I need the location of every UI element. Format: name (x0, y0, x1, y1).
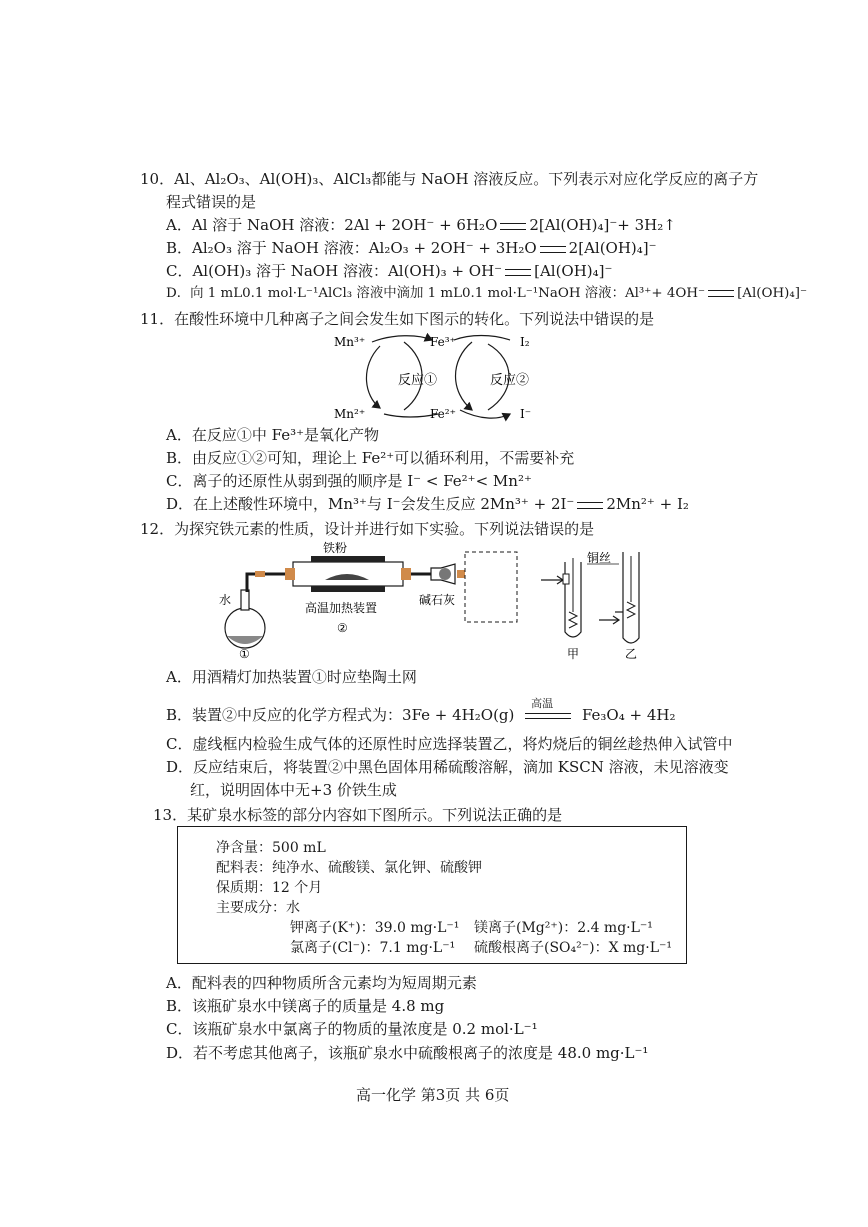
label-mn2: Mn²⁺ (334, 407, 366, 421)
iron-powder (325, 574, 369, 580)
heater-top (311, 556, 385, 562)
dashed-test-box (465, 552, 517, 622)
q12-option-d-line1: D．反应结束后，将装置②中黑色固体用稀硫酸溶解，滴加 KSCN 溶液，未见溶液变 (166, 758, 729, 776)
copper-wire-jia (569, 558, 577, 628)
q11-option-d-lhs: D．在上述酸性环境中，Mn³⁺与 I⁻会发生反应 2Mn³⁺ + 2I⁻ (166, 495, 575, 513)
label-heater: 高温加热装置 (305, 601, 378, 615)
label-fe2: Fe²⁺ (430, 407, 456, 421)
redox-cycle-diagram (320, 330, 560, 422)
arrow-right-bottom (460, 410, 510, 418)
label-soda-lime: 碱石灰 (419, 593, 456, 607)
label-ingredients: 配料表：纯净水、硫酸镁、氯化钾、硫酸钾 (216, 860, 482, 876)
equals-sign (708, 290, 734, 297)
label-reaction1: 反应① (398, 373, 438, 388)
label-copper-wire: 铜丝 (587, 551, 612, 565)
arrow-left-top (372, 336, 432, 342)
label-num1: ① (239, 647, 250, 661)
label-jia: 甲 (567, 647, 580, 661)
label-fe3: Fe³⁺ (430, 335, 456, 349)
arrow-left-outer (366, 346, 380, 408)
condition-arrow (525, 697, 571, 723)
delivery-tube (247, 574, 289, 592)
drying-outlet (457, 570, 465, 578)
q10-option-a-rhs: 2[Al(OH)₄]⁻+ 3H₂↑ (529, 216, 676, 234)
q13-option-c: C．该瓶矿泉水中氯离子的物质的量浓度是 0.2 mol·L⁻¹ (166, 1020, 538, 1038)
q10-option-c-lhs: C．Al(OH)₃ 溶于 NaOH 溶液：Al(OH)₃ + OH⁻ (166, 262, 503, 280)
label-main-component: 主要成分：水 (216, 900, 300, 916)
q10-stem-line1: 10．Al、Al₂O₃、Al(OH)₃、AlCl₃都能与 NaOH 溶液反应。下列表示对应化学反应的离子方 (140, 170, 759, 188)
q12-option-b (166, 697, 676, 726)
q13-option-a: A．配料表的四种物质所含元素均为短周期元素 (166, 974, 477, 992)
label-yi: 乙 (625, 647, 638, 661)
stopper-right (401, 568, 411, 580)
q12-option-c: C．虚线框内检验生成气体的还原性时应选择装置乙，将灼烧后的铜丝趁热伸入试管中 (166, 735, 733, 753)
flask-neck (241, 590, 249, 610)
equals-sign (540, 246, 566, 253)
q10-option-b-rhs: 2[Al(OH)₄]⁻ (568, 239, 657, 257)
stopper-left (285, 568, 295, 580)
q12-option-a: A．用酒精灯加热装置①时应垫陶土网 (166, 668, 417, 686)
q13-option-b: B．该瓶矿泉水中镁离子的质量是 4.8 mg (166, 997, 445, 1015)
q11-stem: 11．在酸性环境中几种离子之间会发生如下图示的转化。下列说法中错误的是 (140, 310, 655, 328)
arc-right-top (454, 336, 510, 341)
q12-option-b-lhs: B．装置②中反应的化学方程式为：3Fe + 4H₂O(g) (166, 706, 515, 724)
heater-bottom (311, 586, 385, 592)
connector (255, 571, 265, 577)
label-iron-powder: 铁粉 (323, 541, 348, 555)
soda-lime (439, 568, 451, 580)
label-shelf-life: 保质期：12 个月 (216, 880, 323, 896)
q10-stem-line2: 程式错误的是 (166, 193, 257, 211)
mineral-water-label (177, 826, 687, 964)
q10-option-a-lhs: A．Al 溶于 NaOH 溶液：2Al + 2OH⁻ + 6H₂O (166, 216, 498, 234)
q12-stem: 12．为探究铁元素的性质，设计并进行如下实验。下列说法错误的是 (140, 520, 595, 538)
q11-option-b: B．由反应①②可知，理论上 Fe²⁺可以循环利用，不需要补充 (166, 449, 575, 467)
q10-option-d (166, 283, 807, 305)
copper-wire-yi (627, 556, 635, 618)
equals-sign (500, 223, 526, 230)
q13-stem: 13．某矿泉水标签的部分内容如下图所示。下列说法正确的是 (153, 806, 563, 824)
q11-option-a: A．在反应①中 Fe³⁺是氧化产物 (166, 426, 379, 444)
iron-experiment-apparatus (215, 540, 675, 662)
arrow-right-inner (456, 342, 473, 410)
q10-option-b-lhs: B．Al₂O₃ 溶于 NaOH 溶液：Al₂O₃ + 2OH⁻ + 3H₂O (166, 239, 537, 257)
heating-tube (293, 562, 403, 586)
label-sulfate: 硫酸根离子(SO₄²⁻)：X mg·L⁻¹ (474, 940, 673, 956)
q11-option-c: C．离子的还原性从弱到强的顺序是 I⁻ < Fe²⁺< Mn²⁺ (166, 472, 532, 490)
q11-option-d (166, 493, 689, 515)
q11-option-d-rhs: 2Mn²⁺ + I₂ (606, 495, 689, 513)
q10-option-a (166, 214, 676, 236)
label-potassium: 钾离子(K⁺)：39.0 mg·L⁻¹ (290, 920, 460, 936)
label-water: 水 (219, 593, 232, 607)
label-i2: I₂ (520, 335, 530, 349)
q12-option-b-rhs: Fe₃O₄ + 4H₂ (581, 706, 676, 724)
label-iminus: I⁻ (520, 407, 532, 421)
page-footer: 高一化学 第3页 共 6页 (356, 1086, 510, 1104)
q10-option-c-rhs: [Al(OH)₄]⁻ (534, 262, 613, 280)
condition-high-temp: 高温 (531, 697, 554, 710)
q10-option-d-rhs: [Al(OH)₄]⁻ (737, 286, 808, 301)
label-reaction2: 反应② (490, 373, 530, 388)
q12-option-d-line2: 红，说明固体中无+3 价铁生成 (190, 781, 397, 799)
label-chloride: 氯离子(Cl⁻)：7.1 mg·L⁻¹ (290, 940, 456, 956)
label-mn3: Mn³⁺ (334, 335, 366, 349)
q10-option-b (166, 237, 657, 259)
equals-sign (505, 269, 531, 276)
label-magnesium: 镁离子(Mg²⁺)：2.4 mg·L⁻¹ (474, 920, 653, 936)
q13-option-d: D．若不考虑其他离子，该瓶矿泉水中硫酸根离子的浓度是 48.0 mg·L⁻¹ (166, 1044, 649, 1062)
q10-option-c (166, 260, 612, 282)
q10-option-d-lhs: D．向 1 mL0.1 mol·L⁻¹AlCl₃ 溶液中滴加 1 mL0.1 mol·L⁻¹NaOH 溶液：Al³⁺+ 4OH⁻ (166, 286, 706, 301)
label-num2: ② (337, 621, 348, 635)
equals-sign (577, 502, 603, 509)
label-net-volume: 净含量：500 mL (216, 840, 326, 856)
